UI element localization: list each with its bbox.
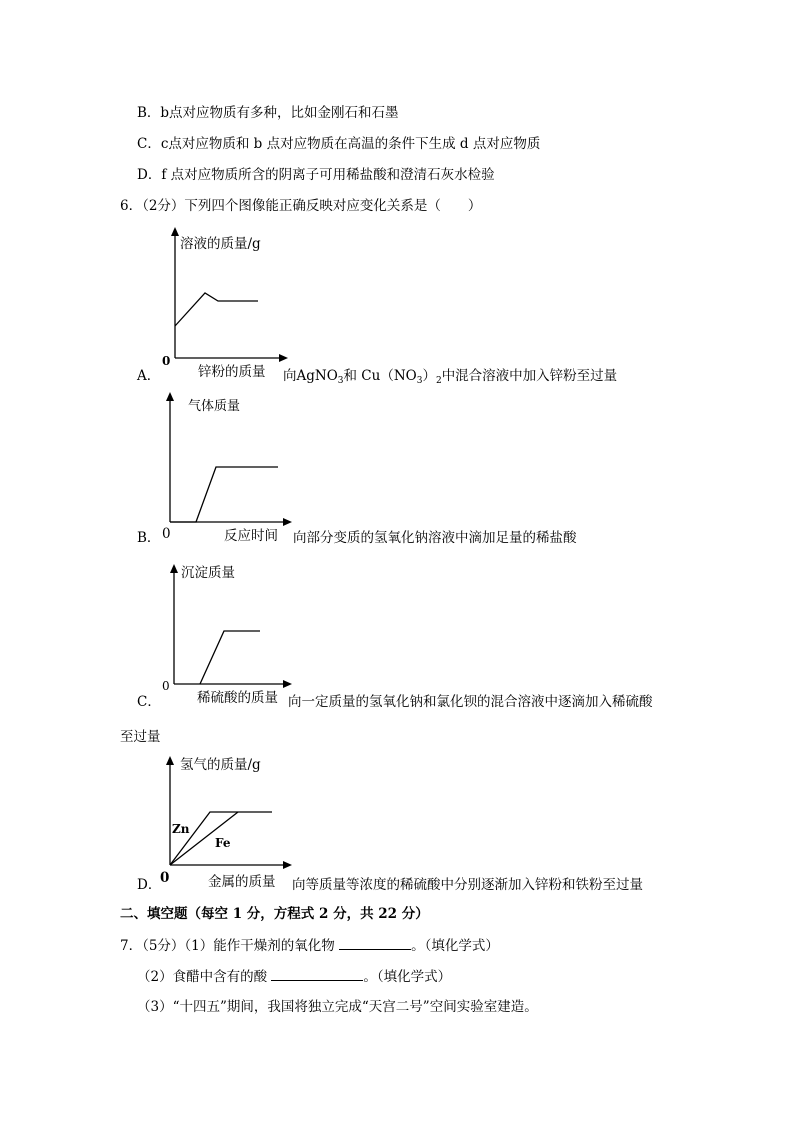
graph-b-xlabel: 反应时间 [224,528,278,544]
option-a-desc-1: 向AgNO [283,368,338,384]
option-b-prev: B．b点对应物质有多种，比如金刚石和石墨 [137,105,399,121]
graph-c-ylabel: 沉淀质量 [181,565,235,581]
answer-blank-2[interactable] [271,967,363,981]
question-7-part2-suffix: 。（填化学式） [363,969,452,985]
option-d-letter: D． [137,877,162,893]
question-7-line1 [120,936,499,955]
graph-c-x-arrow [283,680,292,688]
graph-a-x-arrow [279,354,288,362]
graph-a [150,225,300,370]
option-a-desc-2: 和 Cu（NO [343,368,417,384]
option-c-desc-cont: 至过量 [120,729,161,745]
option-c-letter: C． [137,694,161,710]
option-a-desc-sub3: 2 [435,376,442,386]
option-a-letter: A． [137,368,161,384]
graph-d-x-arrow [283,861,292,869]
option-c-prev: C．c点对应物质和 b 点对应物质在高温的条件下生成 d 点对应物质 [137,136,541,152]
option-a-desc [283,367,617,390]
graph-c-y-arrow [170,564,178,573]
option-b-desc: 向部分变质的氢氧化钠溶液中滴加足量的稀盐酸 [293,530,577,546]
question-6-stem: 6．（2分）下列四个图像能正确反映对应变化关系是（ ） [120,198,482,214]
graph-c-origin: 0 [162,679,170,693]
graph-c-curve [200,631,260,684]
graph-d [150,752,300,877]
section-2-title: 二、填空题（每空 1 分，方程式 2 分，共 22 分） [120,906,429,922]
graph-b-origin: 0 [162,526,171,542]
graph-a-ylabel: 溶液的质量/g [180,236,261,252]
graph-b-ylabel: 气体质量 [188,399,241,414]
graph-a-xlabel: 锌粉的质量 [198,364,266,380]
graph-c-xlabel: 稀硫酸的质量 [197,690,278,706]
graph-d-xlabel: 金属的质量 [208,874,276,890]
graph-a-y-arrow [171,227,179,236]
graph-b-curve [170,467,278,522]
option-c-desc: 向一定质量的氢氧化钠和氯化钡的混合溶液中逐滴加入稀硫酸 [288,694,653,710]
question-7-part2-text: （2）食醋中含有的酸 [137,969,268,985]
question-7-line3: （3）“十四五”期间，我国将独立完成“天宫二号”空间实验室建造。 [137,999,538,1015]
graph-d-ylabel: 氢气的质量/g [180,757,261,773]
graph-c [150,560,300,695]
graph-b-y-arrow [166,392,174,401]
option-d-desc: 向等质量等浓度的稀硫酸中分别逐渐加入锌粉和铁粉至过量 [292,877,643,893]
graph-b-x-arrow [283,518,292,526]
answer-blank-1[interactable] [339,936,411,950]
graph-d-fe-label: Fe [215,836,231,850]
question-7-part1-text: 7．（5分）（1）能作干燥剂的氧化物 [120,938,335,954]
option-a-desc-3: ） [422,368,436,384]
graph-d-origin: 0 [160,870,170,886]
graph-a-curve [175,293,258,326]
option-d-prev: D．f 点对应物质所含的阴离子可用稀盐酸和澄清石灰水检验 [137,167,495,183]
option-a-desc-4: 中混合溶液中加入锌粉至过量 [441,368,618,384]
option-b-letter: B． [137,530,161,546]
option-a-desc-sub1: 3 [337,376,344,386]
option-a-desc-sub2: 3 [416,376,423,386]
question-7-line2 [137,967,451,986]
question-7-part1-suffix: 。（填化学式） [411,938,499,954]
graph-b [150,390,300,535]
graph-d-zn-label: Zn [172,822,190,836]
graph-a-origin: 0 [162,354,171,368]
graph-d-y-arrow [166,756,174,765]
